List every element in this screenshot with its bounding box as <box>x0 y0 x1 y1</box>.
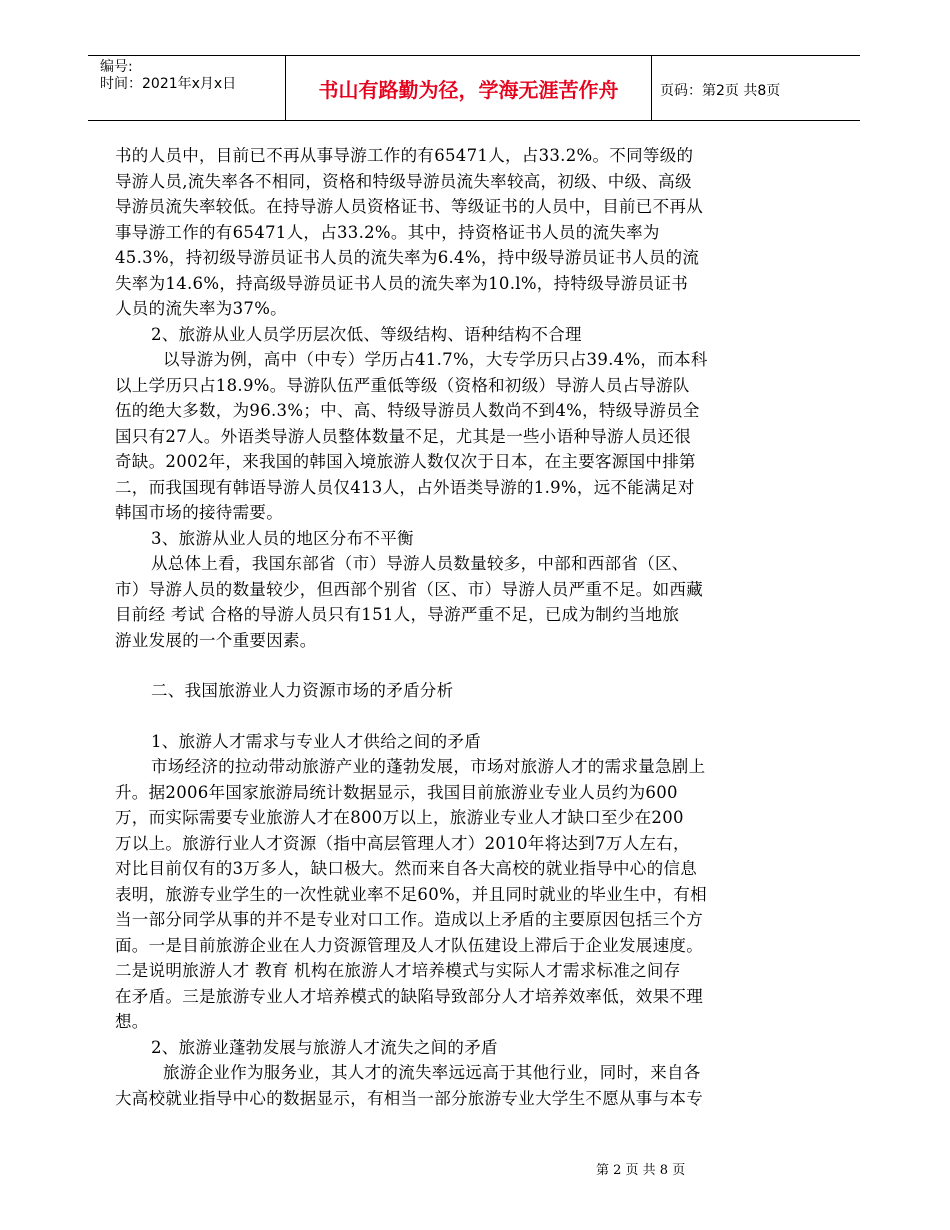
section-heading: 1、旅游人才需求与专业人才供给之间的矛盾 <box>151 731 481 751</box>
body-line: 表明，旅游专业学生的一次性就业率不足60%，并且同时就业的毕业生中，有相 <box>115 884 707 904</box>
body-line: 对比目前仅有的3万多人，缺口极大。然而来自各大高校的就业指导中心的信息 <box>115 859 697 878</box>
page-footer: 第 2 页 共 8 页 <box>596 1163 686 1178</box>
body-line: 国只有27人。外语类导游人员整体数量不足，尤其是一些小语种导游人员还很 <box>115 426 691 446</box>
body-line: 从总体上看，我国东部省（市）导游人员数量较多，中部和西部省（区、 <box>151 554 689 573</box>
body-line: 想。 <box>115 1012 149 1031</box>
page-header <box>88 55 860 121</box>
section-heading: 2、旅游从业人员学历层次低、等级结构、语种结构不合理 <box>151 324 582 344</box>
body-line: 导游员流失率较低。在持导游人员资格证书、等级证书的人员中，目前已不再从 <box>115 197 703 216</box>
body-line: 升。据2006年国家旅游局统计数据显示，我国目前旅游业专业人员约为600 <box>115 782 678 802</box>
body-line: 以上学历只占18.9%。导游队伍严重低等级（资格和初级）导游人员占导游队 <box>115 375 690 395</box>
header-meta <box>100 59 295 93</box>
paragraph-gap <box>115 653 780 678</box>
body-line: 大高校就业指导中心的数据显示，有相当一部分旅游专业大学生不愿从事与本专 <box>115 1088 703 1108</box>
document-body <box>115 143 780 1111</box>
body-line: 事导游工作的有65471人，占33.2%。其中，持资格证书人员的流失率为 <box>115 222 660 242</box>
body-line: 二是说明旅游人才 教育 机构在旅游人才培养模式与实际人才需求标准之间存 <box>115 961 681 980</box>
body-line: 市场经济的拉动带动旅游产业的蓬勃发展，市场对旅游人才的需求量急剧上 <box>151 757 706 776</box>
body-line: 当一部分同学从事的并不是专业对口工作。造成以上矛盾的主要原因包括三个方 <box>115 910 703 929</box>
body-line: 书的人员中，目前已不再从事导游工作的有65471人，占33.2%。不同等级的 <box>115 146 694 165</box>
body-line: 市）导游人员的数量较少，但西部个别省（区、市）导游人员严重不足。如西藏 <box>115 579 703 599</box>
paragraph-gap <box>115 704 780 729</box>
body-line: 在矛盾。三是旅游专业人才培养模式的缺陷导致部分人才培养效率低，效果不理 <box>115 986 703 1006</box>
body-line: 旅游企业作为服务业，其人才的流失率远远高于其他行业，同时，来自各 <box>163 1063 701 1082</box>
body-line: 人员的流失率为37%。 <box>115 299 287 318</box>
section-heading: 3、旅游从业人员的地区分布不平衡 <box>151 528 414 548</box>
body-line: 面。一是目前旅游企业在人力资源管理及人才队伍建设上滞后于企业发展速度。 <box>115 935 703 955</box>
body-line: 失率为14.6%，持高级导游员证书人员的流失率为10.l%，持特级导游员证书 <box>115 273 689 293</box>
document-number-label: 编号: <box>100 59 133 75</box>
body-line: 万，而实际需要专业旅游人才在800万以上，旅游业专业人才缺口至少在200 <box>115 808 684 827</box>
header-page-label: 页码：第2页 共8页 <box>660 83 781 99</box>
body-line: 伍的绝大多数，为96.3%；中、高、特级导游员人数尚不到4%，特级导游员全 <box>115 401 700 420</box>
body-line: 韩国市场的接待需要。 <box>115 503 283 522</box>
body-line: 奇缺。2002年，来我国的韩国入境旅游人数仅次于日本，在主要客源国中排第 <box>115 452 696 471</box>
body-line: 二，而我国现有韩语导游人员仅413人，占外语类导游的1.9%，远不能满足对 <box>115 477 695 497</box>
body-line: 导游人员,流失率各不相同，资格和特级导游员流失率较高，初级、中级、高级 <box>115 171 692 191</box>
chapter-heading: 二、我国旅游业人力资源市场的矛盾分析 <box>151 681 454 700</box>
body-line: 万以上。旅游行业人才资源（指中高层管理人才）2010年将达到7万人左右， <box>115 833 690 853</box>
body-line: 目前经 考试 合格的导游人员只有151人，导游严重不足，已成为制约当地旅 <box>115 605 680 624</box>
body-line: 游业发展的一个重要因素。 <box>115 630 317 650</box>
section-heading: 2、旅游业蓬勃发展与旅游人才流失之间的矛盾 <box>151 1037 498 1057</box>
body-line: 45.3%，持初级导游员证书人员的流失率为6.4%，持中级导游员证书人员的流 <box>115 248 700 267</box>
body-line: 以导游为例，高中（中专）学历占41.7%，大专学历只占39.4%，而本科 <box>163 350 708 369</box>
document-time-label: 时间：2021年x月x日 <box>100 76 237 92</box>
header-motto: 书山有路勤为径，学海无涯苦作舟 <box>285 56 652 120</box>
